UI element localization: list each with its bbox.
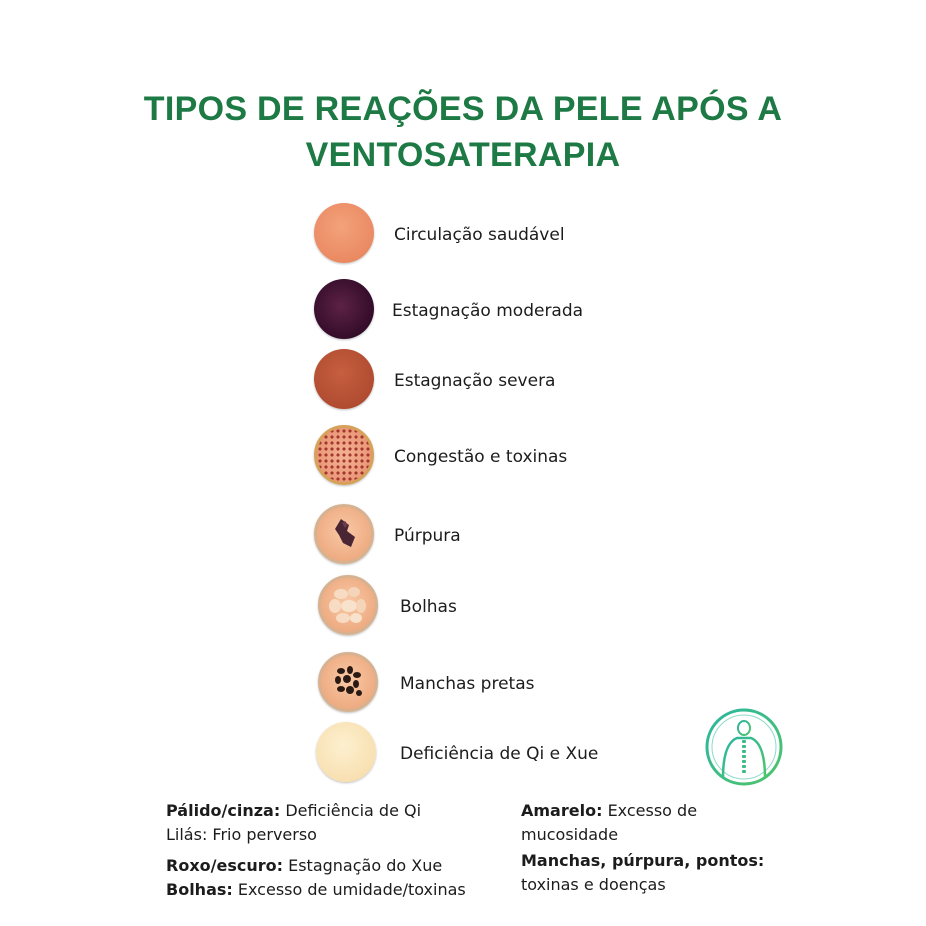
title-line-2: VENTOSATERAPIA [305, 136, 621, 174]
legend-desc: Excesso de umidade/toxinas [237, 880, 466, 899]
legend-desc: toxinas e doenças [521, 875, 666, 894]
legend-desc: mucosidade [521, 825, 619, 844]
legend-term: Roxo/escuro: [166, 856, 283, 875]
legend-desc: Deficiência de Qi [285, 801, 422, 820]
legend-row [166, 799, 516, 823]
reaction-label: Manchas pretas [400, 674, 535, 694]
reaction-label: Congestão e toxinas [394, 447, 568, 467]
legend-desc: Excesso de [607, 801, 698, 820]
reaction-item-bolhas [318, 575, 638, 639]
legend-row [166, 854, 516, 878]
qi-xue-deficiency-swatch [316, 722, 376, 782]
healthy-circulation-swatch [314, 203, 374, 263]
blisters-icon [321, 578, 375, 632]
legend-desc: Estagnação do Xue [288, 856, 443, 875]
legend-term: Bolhas: [166, 880, 233, 899]
spine-body-logo-icon [703, 706, 785, 788]
reaction-label: Estagnação moderada [392, 301, 584, 321]
title-line-1: TIPOS DE REAÇÕES DA PELE APÓS A [143, 90, 783, 128]
legend-row [521, 799, 821, 823]
reaction-item-congestao [314, 425, 634, 489]
blisters-swatch [318, 575, 378, 635]
reaction-item-estagnacao-severa [314, 349, 634, 413]
reaction-label: Estagnação severa [394, 371, 556, 391]
legend-left [166, 799, 516, 902]
legend-row [166, 878, 516, 902]
legend-term: Manchas, púrpura, pontos: [521, 851, 765, 870]
legend-term: Amarelo: [521, 801, 603, 820]
reaction-label: Deficiência de Qi e Xue [400, 744, 599, 764]
legend-term: Pálido/cinza: [166, 801, 281, 820]
legend-row [166, 823, 516, 847]
legend-row [521, 873, 821, 897]
page-title [0, 86, 926, 178]
reaction-item-manchas-pretas [318, 652, 638, 716]
purpura-swatch [314, 504, 374, 564]
reaction-item-purpura [314, 504, 634, 568]
legend-right [521, 799, 821, 897]
severe-stagnation-swatch [314, 349, 374, 409]
legend-row [521, 823, 821, 847]
reaction-item-circulacao [314, 203, 634, 267]
black-spots-swatch [318, 652, 378, 712]
reaction-label: Bolhas [400, 597, 457, 617]
reaction-label: Circulação saudável [394, 225, 565, 245]
reaction-item-estagnacao-moderada [314, 279, 634, 343]
black-spots-icon [321, 655, 375, 709]
purpura-spot-icon [317, 507, 371, 561]
congestion-toxins-swatch [314, 425, 374, 485]
legend-row [521, 849, 821, 873]
reaction-label: Púrpura [394, 526, 461, 546]
legend-desc: Lilás: Frio perverso [166, 825, 317, 844]
moderate-stagnation-swatch [314, 279, 374, 339]
reaction-item-deficiencia [316, 722, 636, 786]
